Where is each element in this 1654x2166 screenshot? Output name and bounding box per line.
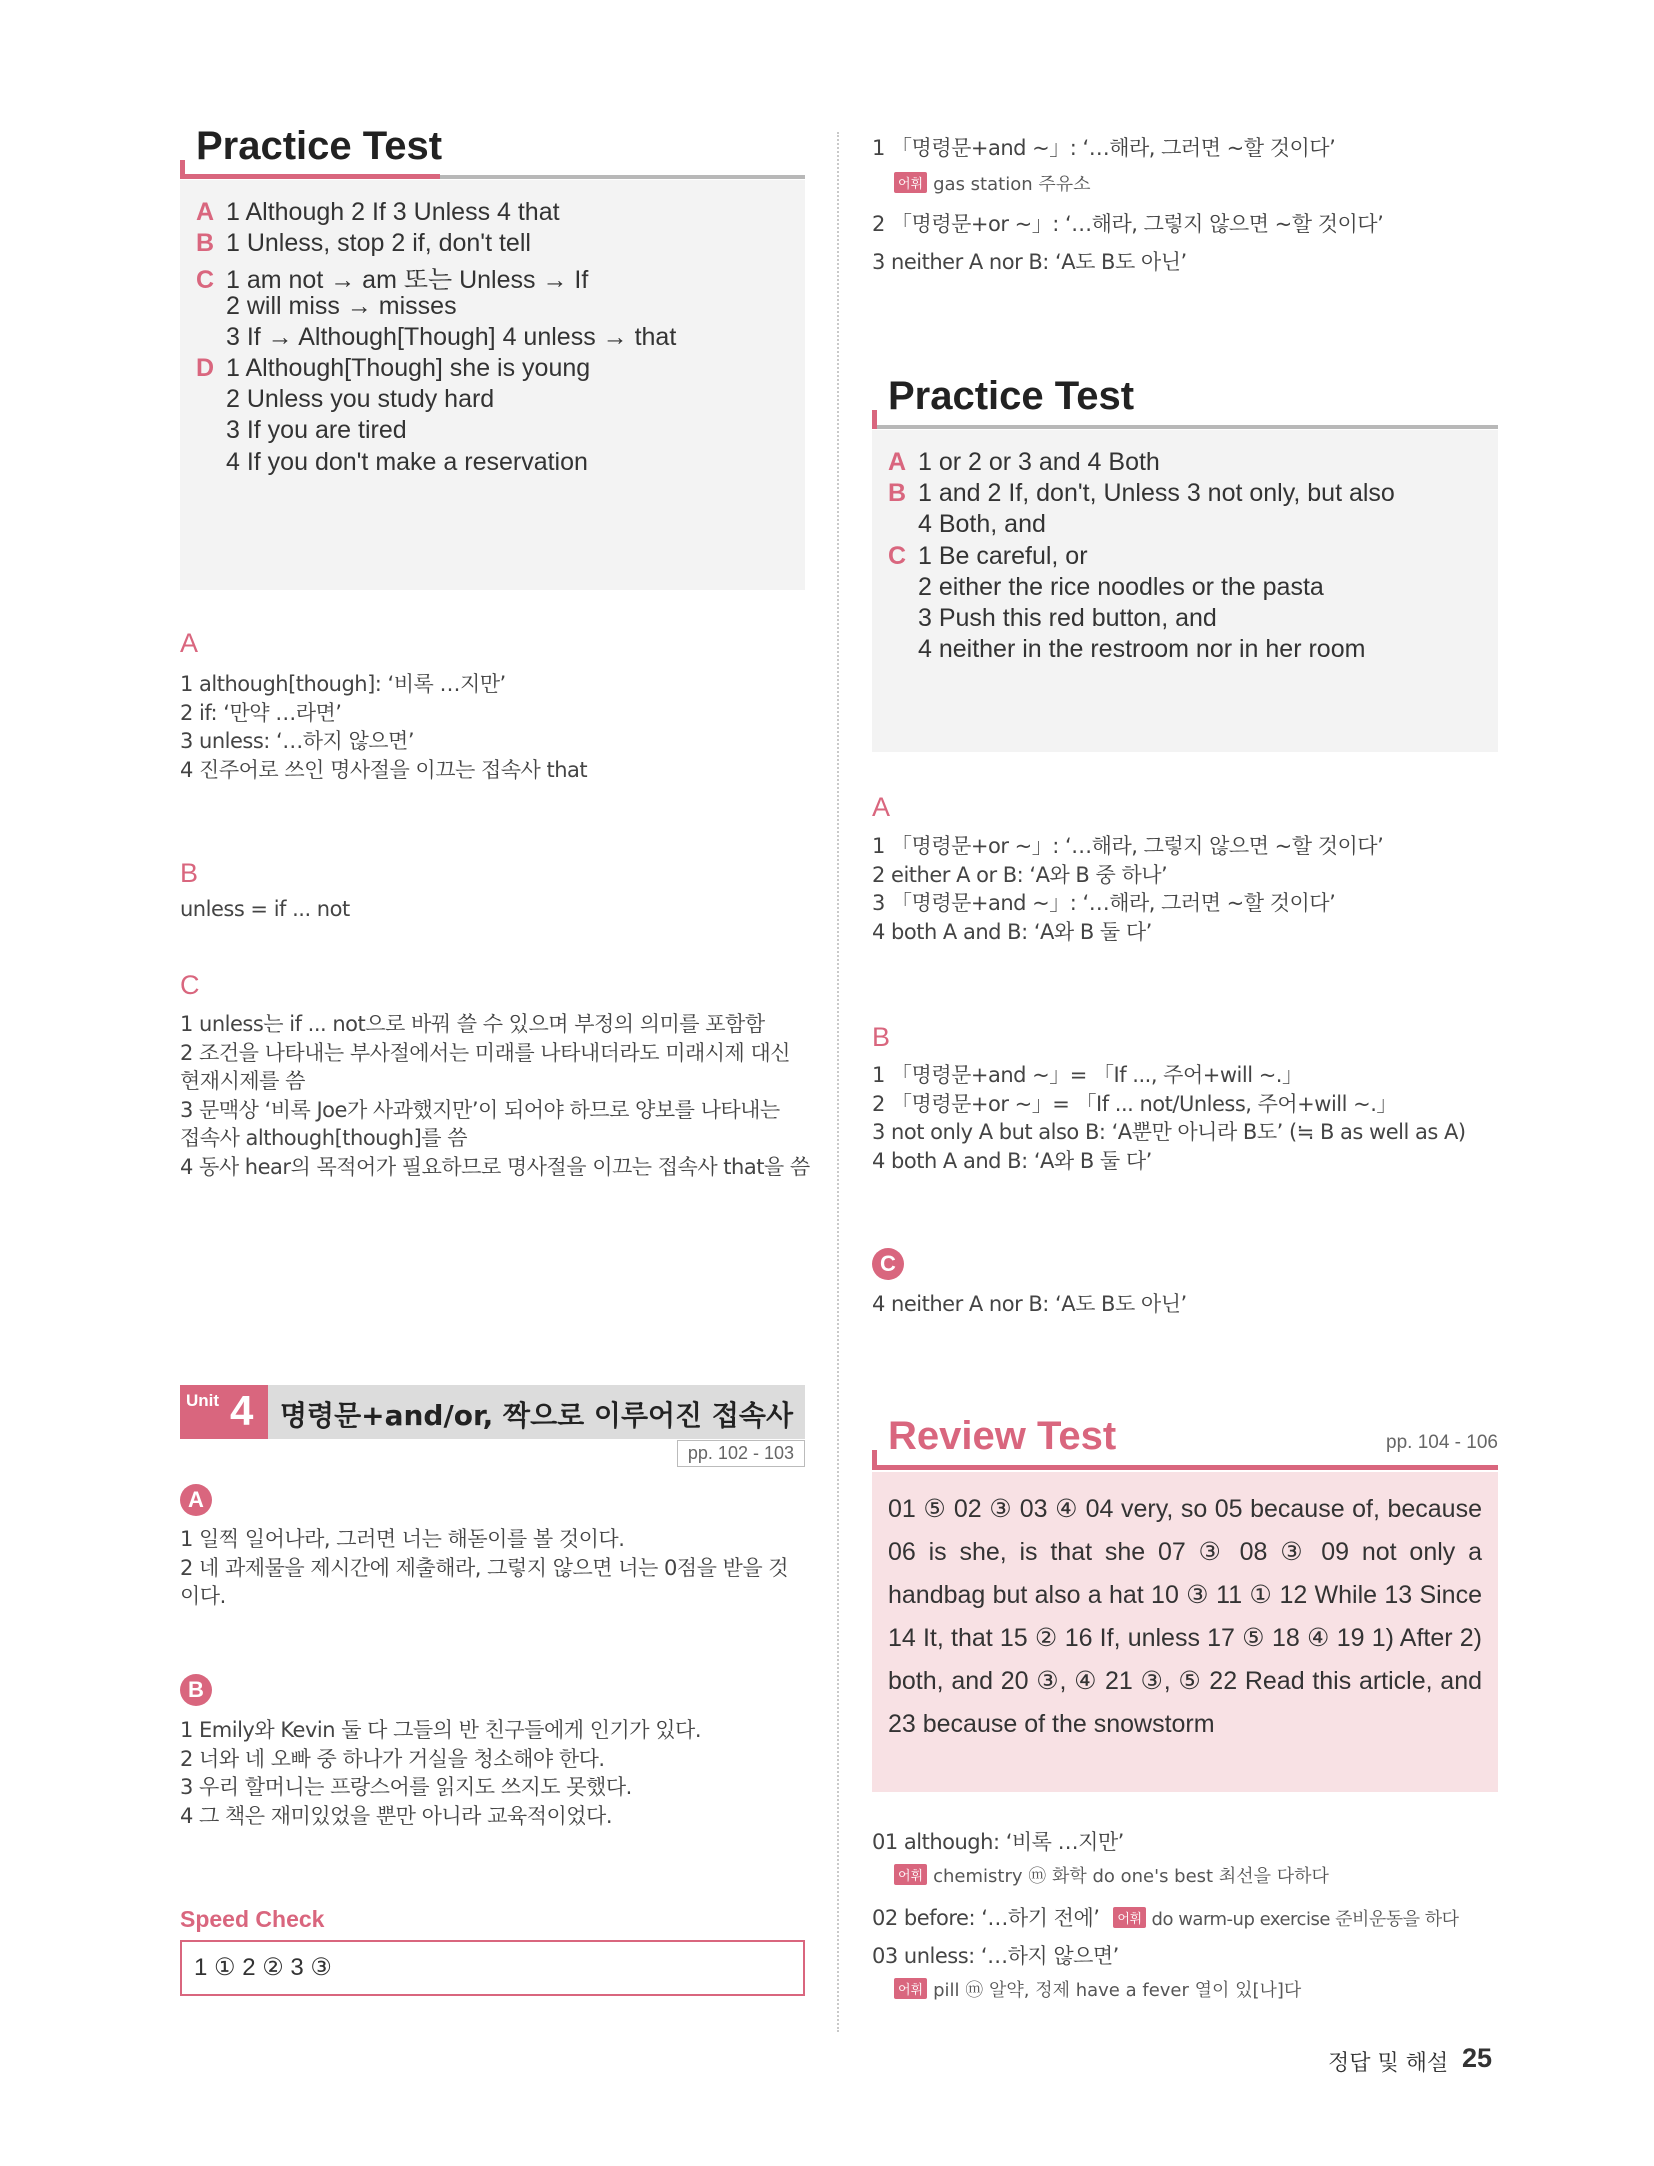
vocab-text: do warm-up exercise 준비운동을 하다 xyxy=(1151,1909,1459,1930)
answer-line xyxy=(888,479,1395,508)
answer-text: 4 If you don't make a reservation xyxy=(226,447,588,476)
explanation-line: 접속사 although[though]를 씀 xyxy=(180,1126,468,1150)
explanation-line xyxy=(872,208,1383,238)
footer-label: 정답 및 해설 xyxy=(1328,2051,1449,2076)
answer-line xyxy=(196,385,494,414)
explanation-line: 1 although[though]: ‘비록 …지만’ xyxy=(180,672,506,696)
answer-section-letter: B xyxy=(196,229,215,258)
explanation-line: 현재시제를 씀 xyxy=(180,1069,305,1093)
answer-text: 1 Be careful, or xyxy=(918,541,1088,570)
explanation-text: 03 unless: ‘…하지 않으면’ xyxy=(872,1944,1119,1968)
answer-text: 1 or 2 or 3 and 4 Both xyxy=(918,448,1160,476)
answer-section-letter: D xyxy=(196,354,215,382)
explanation-line: 1 일찍 일어나라, 그러면 너는 해돋이를 볼 것이다. xyxy=(180,1527,625,1551)
answer-line xyxy=(196,198,560,227)
explanation-text: 02 before: ‘…하기 전에’ xyxy=(872,1906,1100,1930)
explanation-line: 이다. xyxy=(180,1584,226,1608)
answer-text: 1 am not → am 또는 Unless → If xyxy=(226,266,589,295)
answer-line xyxy=(196,323,676,352)
explanation-line xyxy=(872,1940,1119,1970)
explanation-line: 4 neither A nor B: ‘A도 B도 아닌’ xyxy=(872,1292,1187,1316)
answer-line xyxy=(888,542,1088,571)
explanation-c-letter: C xyxy=(180,970,200,1000)
review-test-title: Review Test xyxy=(888,1414,1117,1458)
vocab-tag: 어휘 xyxy=(894,172,927,193)
vocab-tag: 어휘 xyxy=(894,1864,927,1885)
explanation-line: 2 「명령문+or ~」= 「If ... not/Unless, 주어+will ~.」 xyxy=(872,1091,1397,1116)
explanation-a-letter-2: A xyxy=(872,792,891,822)
vocab-text: gas station 주유소 xyxy=(933,174,1091,195)
unit-badge xyxy=(180,1385,268,1439)
explanation-line: 3 「명령문+and ~」: ‘…해라, 그러면 ~할 것이다’ xyxy=(872,891,1336,915)
answer-text: 3 If you are tired xyxy=(226,416,407,445)
answer-section-letter: C xyxy=(888,541,907,570)
explanation-line xyxy=(872,1826,1124,1856)
answer-section-letter: A xyxy=(888,448,907,476)
answer-text: 1 Unless, stop 2 if, don't tell xyxy=(226,229,531,258)
explanation-c-badge-2: C xyxy=(872,1248,904,1280)
explanation-line: 3 not only A but also B: ‘A뿐만 아니라 B도’ (≒ B as well as A) xyxy=(872,1120,1466,1144)
answer-text: 1 and 2 If, don't, Unless 3 not only, but also xyxy=(918,479,1395,508)
unit-badge-number: 4 xyxy=(230,1387,254,1434)
explanation-line: 2 if: ‘만약 …라면’ xyxy=(180,700,342,725)
vocab-line xyxy=(894,1976,1301,2002)
vocab-line xyxy=(894,1862,1329,1888)
explanation-line: 1 「명령문+or ~」: ‘…해라, 그렇지 않으면 ~할 것이다’ xyxy=(872,834,1384,858)
vocab-tag: 어휘 xyxy=(894,1978,927,1999)
explanation-line: 2 either A or B: ‘A와 B 중 하나’ xyxy=(872,862,1168,887)
practice-test-title: Practice Test xyxy=(196,124,443,168)
vocab-tag: 어휘 xyxy=(1113,1907,1145,1928)
answer-text: 2 either the rice noodles or the pasta xyxy=(918,572,1324,601)
unit-b-badge: B xyxy=(180,1674,212,1706)
practice-test-title-2: Practice Test xyxy=(888,374,1135,418)
answer-section-letter: B xyxy=(888,479,907,508)
vocab-text: pill ⓜ 알약, 정제 have a fever 열이 있[나]다 xyxy=(933,1980,1302,2001)
speed-check-answer: 1 ① 2 ② 3 ③ xyxy=(180,1940,805,1996)
unit-badge-word: Unit xyxy=(186,1391,220,1410)
practice-test-underline-2 xyxy=(877,425,1498,429)
explanation-text: 01 although: ‘비록 …지만’ xyxy=(872,1830,1124,1854)
answer-section-letter: A xyxy=(196,198,215,226)
explanation-line: 3 우리 할머니는 프랑스어를 읽지도 쓰지도 못했다. xyxy=(180,1775,632,1799)
answer-line xyxy=(888,448,1160,477)
answer-line xyxy=(196,354,590,383)
explanation-line: 2 조건을 나타내는 부사절에서는 미래를 나타내더라도 미래시제 대신 xyxy=(180,1040,791,1065)
answer-line xyxy=(196,416,407,445)
vocab-line xyxy=(894,170,1091,196)
explanation-line: 3 문맥상 ‘비록 Joe가 사과했지만’이 되어야 하므로 양보를 나타내는 xyxy=(180,1097,780,1122)
explanation-line: 2 너와 네 오빠 중 하나가 거실을 청소해야 한다. xyxy=(180,1746,605,1771)
vocab-text: chemistry ⓜ 화학 do one's best 최선을 다하다 xyxy=(933,1866,1329,1887)
explanation-line: 4 동사 hear의 목적어가 필요하므로 명사절을 이끄는 접속사 that을 씀 xyxy=(180,1154,810,1179)
answer-line xyxy=(196,448,588,477)
speed-check-title: Speed Check xyxy=(180,1906,325,1932)
practice-test-underline-accent xyxy=(180,174,440,179)
answer-line xyxy=(888,604,1217,633)
answer-section-letter: C xyxy=(196,266,215,295)
unit-a-badge: A xyxy=(180,1484,212,1516)
explanation-line: 1 unless는 if ... not으로 바꿔 쓸 수 있으며 부정의 의미를 포함함 xyxy=(180,1012,765,1036)
explanation-line xyxy=(872,132,1335,162)
unit-title: 명령문+and/or, 짝으로 이루어진 접속사 xyxy=(280,1399,793,1432)
explanation-a-letter: A xyxy=(180,628,199,658)
explanation-text: 1 「명령문+and ~」: ‘…해라, 그러면 ~할 것이다’ xyxy=(872,136,1336,160)
unit-pages: pp. 102 - 103 xyxy=(677,1440,805,1467)
answer-line xyxy=(888,573,1324,602)
explanation-line: 2 네 과제물을 제시간에 제출해라, 그렇지 않으면 너는 0점을 받을 것 xyxy=(180,1555,789,1580)
answer-text: 1 Although 2 If 3 Unless 4 that xyxy=(226,198,560,226)
review-test-underline xyxy=(872,1465,1498,1470)
explanation-text: 3 neither A nor B: ‘A도 B도 아닌’ xyxy=(872,250,1187,274)
column-divider xyxy=(837,132,839,2032)
review-answers: 01 ⑤ 02 ③ 03 ④ 04 very, so 05 because of, because 06 is she, is that she 07 ③ 08 ③ 09 not only a handbag but also a hat 10 ③ 11 ① 12 While 13 Since 14 It, that 15 ② 16 If, unless 17 ⑤ 18 ④ 19 1) After 2) both, and 20 ③, ④ 21 ③, ⑤ 22 Read this article, and 23 because of the snowstorm xyxy=(888,1495,1482,1738)
explanation-line: 1 「명령문+and ~」= 「If ..., 주어+will ~.」 xyxy=(872,1063,1303,1087)
explanation-line: 4 진주어로 쓰인 명사절을 이끄는 접속사 that xyxy=(180,757,588,782)
answer-text: 3 If → Although[Though] 4 unless → that xyxy=(226,322,677,351)
page-number: 25 xyxy=(1462,2043,1493,2073)
explanation-b-letter: B xyxy=(180,858,199,888)
answer-text: 4 neither in the restroom nor in her room xyxy=(918,635,1366,664)
explanation-line: 4 그 책은 재미있었을 뿐만 아니라 교육적이었다. xyxy=(180,1803,613,1828)
inline-vocab xyxy=(1113,1909,1458,1930)
explanation-b-letter-2: B xyxy=(872,1022,891,1052)
answer-text: 2 Unless you study hard xyxy=(226,385,495,414)
answer-line xyxy=(196,229,531,258)
answer-text: 1 Although[Though] she is young xyxy=(226,354,591,382)
explanation-line xyxy=(872,246,1187,276)
answer-text: 3 Push this red button, and xyxy=(918,604,1217,632)
answer-line xyxy=(888,635,1365,664)
explanation-line: 1 Emily와 Kevin 둘 다 그들의 반 친구들에게 인기가 있다. xyxy=(180,1718,702,1742)
answer-text: 2 will miss → misses xyxy=(226,291,457,320)
explanation-line: 4 both A and B: ‘A와 B 둘 다’ xyxy=(872,1148,1152,1173)
explanation-line xyxy=(872,1902,1459,1932)
answer-line xyxy=(196,292,457,321)
review-test-pages: pp. 104 - 106 xyxy=(1386,1432,1498,1453)
explanation-line: 4 both A and B: ‘A와 B 둘 다’ xyxy=(872,919,1152,944)
practice-test-underline xyxy=(440,175,805,179)
explanation-line: 3 unless: ‘…하지 않으면’ xyxy=(180,729,414,753)
answer-line xyxy=(888,510,1046,539)
explanation-line: unless = if ... not xyxy=(180,897,350,921)
answer-text: 4 Both, and xyxy=(918,510,1046,539)
explanation-text: 2 「명령문+or ~」: ‘…해라, 그렇지 않으면 ~할 것이다’ xyxy=(872,212,1384,236)
